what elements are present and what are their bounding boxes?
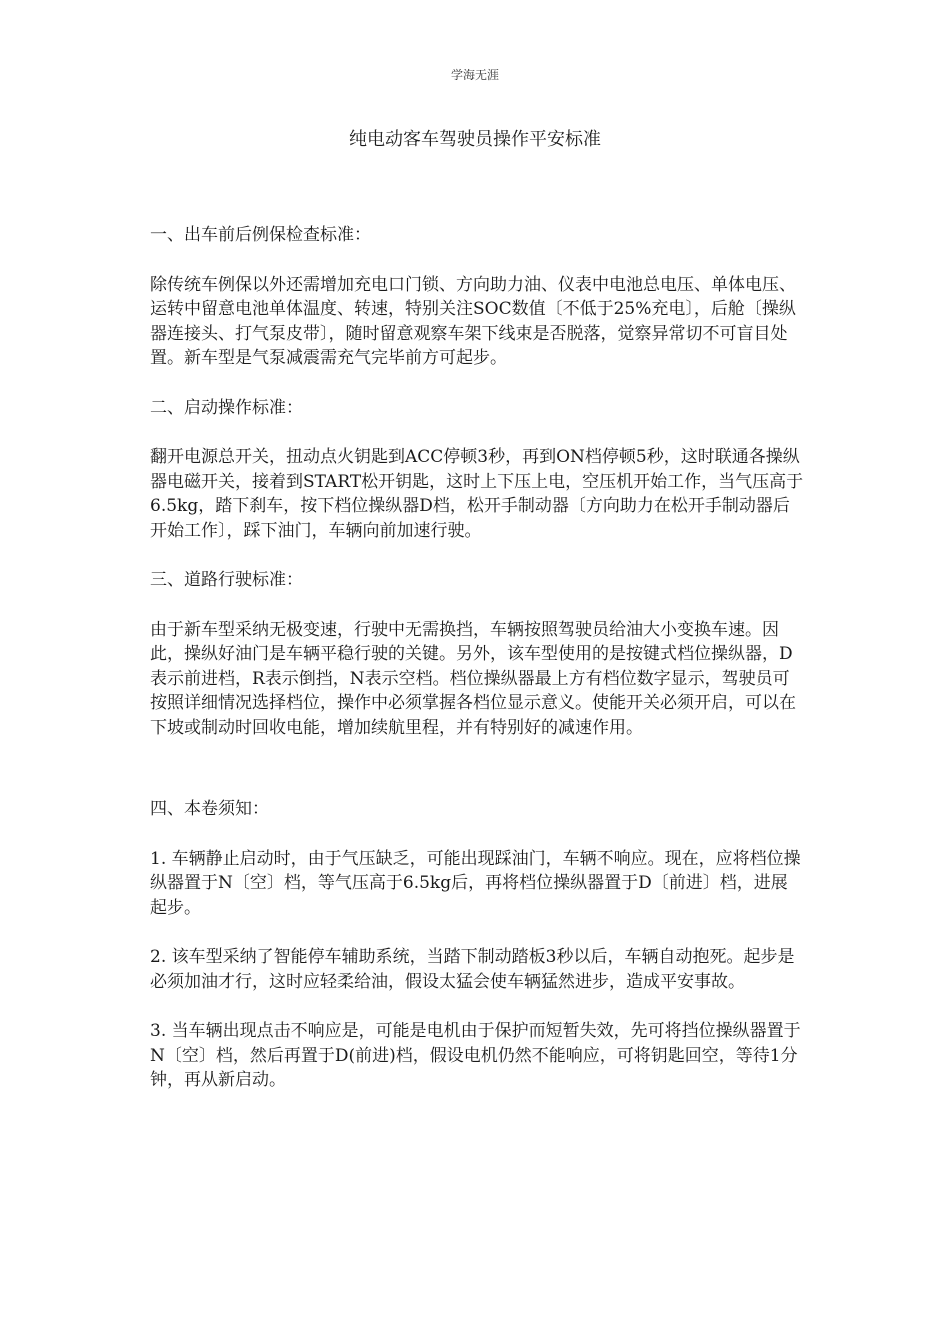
- document-body: [150, 223, 804, 1118]
- section-1-heading: 一、出车前后例保检查标准：: [150, 225, 371, 245]
- section-2-heading: 二、启动操作标准：: [150, 397, 303, 418]
- section-1-paragraph: 除传统车例保以外还需增加充电口门锁、方向助力油、仪表中电池总电压、单体电压、运转中留意电池单体温度、转速，特别关注SOC数值〔不低于25%充电〕，后舱〔操纵器连接头、打气泵皮带〕，随时留意观察车架下线束是否脱落，觉察异常切不可盲目处置。新车型是气泵减震需充气完毕前方可起步。: [150, 274, 796, 368]
- section-3-paragraph: 由于新车型采纳无极变速，行驶中无需换挡，车辆按照驾驶员给油大小变换车速。因此，操纵好油门是车辆平稳行驶的关键。另外，该车型使用的是按键式档位操纵器，D表示前进档，R表示倒挡，N表示空档。档位操纵器最上方有档位数字显示，驾驶员可按照详细情况选择档位，操作中必须掌握各档位显示意义。使能开关必须开启，可以在下坡或制动时回收电能，增加续航里程，并有特别好的减速作用。: [150, 619, 796, 738]
- section-2-paragraph: 翻开电源总开关，扭动点火钥匙到ACC停顿3秒，再到ON档停顿5秒，这时联通各操纵器电磁开关，接着到START松开钥匙，这时上下压上电，空压机开始工作，当气压高于6.5kg，踏下刹车，按下档位操纵器D档，松开手制动器〔方向助力在松开手制动器后开始工作〕，踩下油门，车辆向前加速行驶。: [150, 447, 804, 541]
- page-header: 学海无涯: [450, 68, 499, 82]
- document-title: 纯电动客车驾驶员操作平安标准: [349, 129, 601, 150]
- section-4-item: 3. 当车辆出现点击不响应是，可能是电机由于保护而短暂失效，先可将挡位操纵器置于N〔空〕档，然后再置于D(前进)档，假设电机仍然不能响应，可将钥匙回空，等待1分钟，再从新启动。: [150, 1021, 801, 1090]
- section-3-heading: 三、道路行驶标准：: [150, 570, 303, 590]
- section-4-item: 2. 该车型采纳了智能停车辅助系统，当踏下制动踏板3秒以后，车辆自动抱死。起步是必须加油才行，这时应轻柔给油，假设太猛会使车辆猛然进步，造成平安事故。: [150, 947, 795, 992]
- section-4-item: 1. 车辆静止启动时，由于气压缺乏，可能出现踩油门，车辆不响应。现在，应将档位操纵器置于N〔空〕档，等气压高于6.5kg后，再将档位操纵器置于D〔前进〕档，进展起步。: [150, 848, 801, 918]
- section-4-heading: 四、本卷须知：: [150, 799, 269, 819]
